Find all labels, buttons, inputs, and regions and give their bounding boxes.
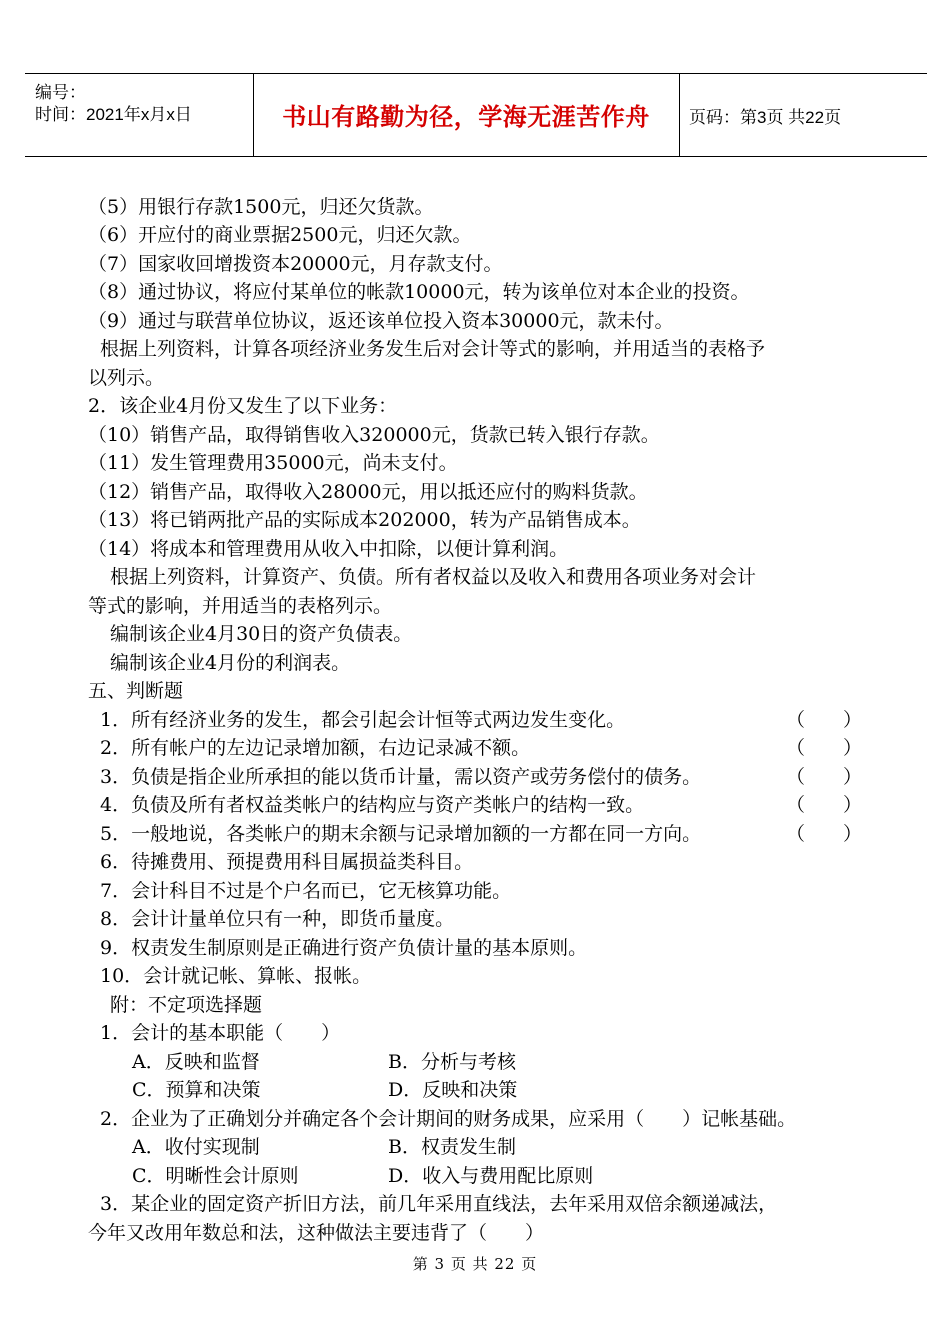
option: B．分析与考核 bbox=[388, 1051, 516, 1073]
option: C．明晰性会计原则 bbox=[132, 1165, 299, 1187]
question-stem: 3．某企业的固定资产折旧方法，前几年采用直线法，去年采用双倍余额递减法， bbox=[100, 1193, 778, 1215]
judge-item: 2．所有帐户的左边记录增加额，右边记录减不额。 bbox=[100, 737, 531, 759]
option: D．收入与费用配比原则 bbox=[388, 1165, 594, 1187]
judge-item: 1．所有经济业务的发生，都会引起会计恒等式两边发生变化。 bbox=[100, 709, 626, 731]
header-motto: 书山有路勤为径，学海无涯苦作舟 bbox=[282, 102, 650, 131]
answer-blank: （ ） bbox=[786, 794, 863, 816]
header-motto-cell bbox=[253, 74, 680, 156]
header-page-number: 页码：第3页 共22页 bbox=[689, 108, 842, 127]
answer-blank: （ ） bbox=[786, 823, 863, 845]
text-line: 根据上列资料，计算资产、负债。所有者权益以及收入和费用各项业务对会计 bbox=[110, 566, 757, 588]
page-footer: 第 3 页 共 22 页 bbox=[412, 1255, 538, 1273]
option: C．预算和决策 bbox=[132, 1079, 261, 1101]
text-line: （13）将已销两批产品的实际成本202000，转为产品销售成本。 bbox=[88, 509, 641, 531]
judge-item: 4．负债及所有者权益类帐户的结构应与资产类帐户的结构一致。 bbox=[100, 794, 645, 816]
text-line: 2．该企业4月份又发生了以下业务： bbox=[88, 395, 398, 417]
text-line: 根据上列资料，计算各项经济业务发生后对会计等式的影响，并用适当的表格予 bbox=[100, 338, 766, 360]
option: A．收付实现制 bbox=[132, 1136, 260, 1158]
text-line: 以列示。 bbox=[88, 367, 165, 389]
text-line: （10）销售产品，取得销售收入320000元，货款已转入银行存款。 bbox=[88, 424, 660, 446]
text-line: （6）开应付的商业票据2500元，归还欠款。 bbox=[88, 224, 472, 246]
judge-item: 6．待摊费用、预提费用科目属损益类科目。 bbox=[100, 851, 474, 873]
text-line: （11）发生管理费用35000元，尚未支付。 bbox=[88, 452, 458, 474]
header-page-cell bbox=[679, 74, 927, 156]
judge-item: 8．会计计量单位只有一种，即货币量度。 bbox=[100, 908, 455, 930]
option: B．权责发生制 bbox=[388, 1136, 516, 1158]
judge-item: 5．一般地说，各类帐户的期末余额与记录增加额的一方都在同一方向。 bbox=[100, 823, 702, 845]
text-line: （7）国家收回增拨资本20000元，月存款支付。 bbox=[88, 253, 503, 275]
answer-blank: （ ） bbox=[786, 766, 863, 788]
text-line: （12）销售产品，取得收入28000元，用以抵还应付的购料货款。 bbox=[88, 481, 648, 503]
option: D．反映和决策 bbox=[388, 1079, 518, 1101]
text-line: （5）用银行存款1500元，归还欠货款。 bbox=[88, 196, 434, 218]
text-line: （14）将成本和管理费用从收入中扣除，以便计算利润。 bbox=[88, 538, 569, 560]
page-header bbox=[25, 73, 927, 157]
text-line: 等式的影响，并用适当的表格列示。 bbox=[88, 595, 393, 617]
section-heading: 附：不定项选择题 bbox=[110, 994, 263, 1016]
document-time-label: 时间：2021年x月x日 bbox=[35, 105, 192, 124]
text-line: 今年又改用年数总和法，这种做法主要违背了（ ） bbox=[88, 1222, 545, 1244]
judge-item: 3．负债是指企业所承担的能以货币计量，需以资产或劳务偿付的债务。 bbox=[100, 766, 702, 788]
judge-item: 7．会计科目不过是个户名而已，它无核算功能。 bbox=[100, 880, 512, 902]
text-line: 编制该企业4月份的利润表。 bbox=[110, 652, 351, 674]
header-meta-cell bbox=[25, 74, 254, 156]
document-number-label: 编号： bbox=[35, 83, 86, 102]
question-stem: 1．会计的基本职能（ ） bbox=[100, 1022, 341, 1044]
option: A．反映和监督 bbox=[132, 1051, 260, 1073]
judge-item: 10．会计就记帐、算帐、报帐。 bbox=[100, 965, 372, 987]
answer-blank: （ ） bbox=[786, 737, 863, 759]
text-line: 编制该企业4月30日的资产负债表。 bbox=[110, 623, 413, 645]
text-line: （9）通过与联营单位协议，返还该单位投入资本30000元，款未付。 bbox=[88, 310, 674, 332]
judge-item: 9．权责发生制原则是正确进行资产负债计量的基本原则。 bbox=[100, 937, 588, 959]
section-heading: 五、判断题 bbox=[88, 680, 184, 702]
answer-blank: （ ） bbox=[786, 709, 863, 731]
text-line: （8）通过协议，将应付某单位的帐款10000元，转为该单位对本企业的投资。 bbox=[88, 281, 750, 303]
question-stem: 2．企业为了正确划分并确定各个会计期间的财务成果，应采用（ ）记帐基础。 bbox=[100, 1108, 797, 1130]
